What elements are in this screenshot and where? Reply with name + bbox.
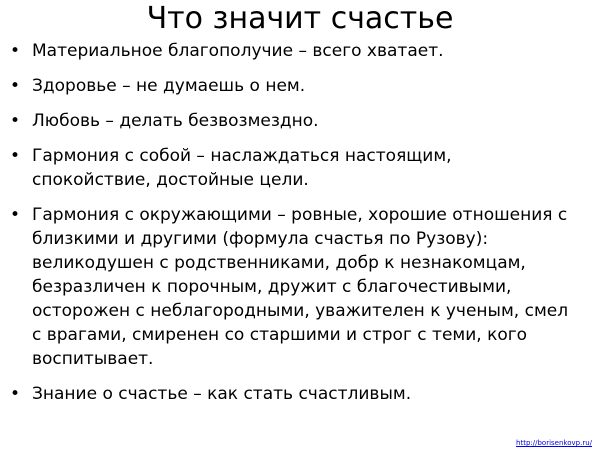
source-link[interactable]: http://borisenkovp.ru/ [516,439,592,447]
slide-title: Что значит счастье [146,1,454,36]
bullet-list [10,39,570,417]
bullet-text: Любовь – делать безвозмездно. [32,111,319,131]
bullet-item [10,39,570,63]
bullet-item [10,74,570,98]
bullet-text: Гармония с собой – наслаждаться настоящим, спокойствие, достойные цели. [32,146,452,190]
bullet-text: Гармония с окружающими – ровные, хорошие отношения с близкими и другими (формула счастья по Рузову): великодушен с родственниками, добр к незнакомцам, безразличен к порочным, дружит с благочестивыми, осторожен с неблагородными, уважителен к ученым, смел с врагами, смиренен со старшими и строг с теми, кого воспитывает. [32,205,569,369]
bullet-marker: • [10,76,21,96]
bullet-item [10,203,570,371]
bullet-item [10,109,570,133]
bullet-marker: • [10,41,21,61]
bullet-text: Здоровье – не думаешь о нем. [32,76,306,96]
bullet-item [10,144,570,192]
bullet-text: Материальное благополучие – всего хватает. [32,41,444,61]
bullet-item [10,382,570,406]
bullet-text: Знание о счастье – как стать счастливым. [32,384,412,404]
bullet-marker: • [10,384,21,404]
bullet-marker: • [10,111,21,131]
bullet-marker: • [10,205,21,225]
bullet-marker: • [10,146,21,166]
